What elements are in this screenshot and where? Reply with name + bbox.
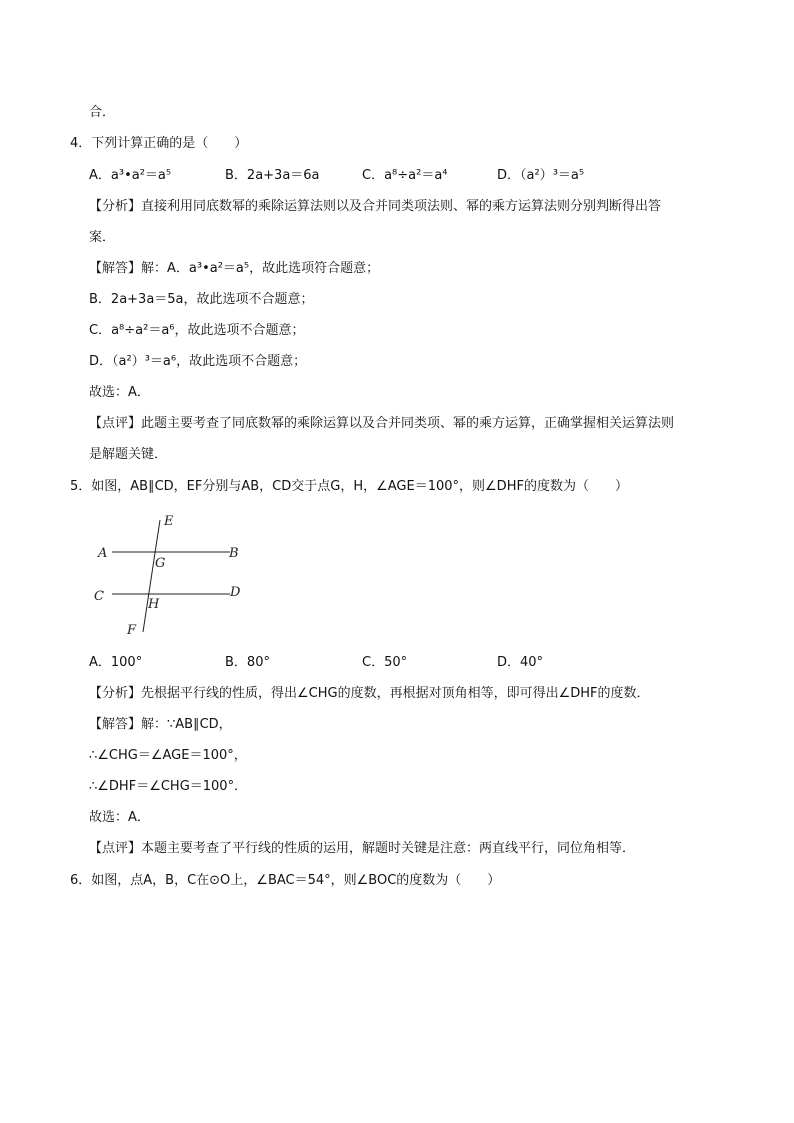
q4-stem: 4．下列计算正确的是（ ） [70, 136, 248, 151]
q4-solution-line2: B．2a+3a＝5a，故此选项不合题意； [89, 292, 314, 307]
label-c: C [94, 589, 104, 604]
label-f: F [127, 623, 137, 638]
q4-comment-line1: 【点评】此题主要考查了同底数幂的乘除运算以及合并同类项、幂的乘方运算，正确掌握相关运算法则 [89, 416, 675, 431]
q3-tail-text: 合． [89, 105, 116, 120]
q5-solution-line4: 故选：A． [89, 810, 150, 825]
q5-option-c: C．50° [362, 655, 408, 670]
q4-comment-line2: 是解题关键． [89, 447, 168, 462]
q6-stem: 6．如图，点A，B，C在⊙O上，∠BAC＝54°，则∠BOC的度数为（ ） [70, 873, 501, 888]
q4-option-d: D．（a²）³＝a⁵ [497, 168, 585, 183]
q4-solution-line4: D．（a²）³＝a⁶，故此选项不合题意； [89, 354, 307, 369]
label-d: D [230, 585, 241, 600]
q4-option-b: B．2a+3a＝6a [225, 168, 320, 183]
label-b: B [229, 546, 239, 561]
q4-analysis-line2: 案． [89, 230, 116, 245]
q4-analysis-line1: 【分析】直接利用同底数幂的乘除运算法则以及合并同类项法则、幂的乘方运算法则分别判断得出答 [89, 199, 662, 214]
q5-solution-line3: ∴∠DHF＝∠CHG＝100°． [89, 779, 248, 794]
q5-parallel-lines-figure [90, 510, 250, 640]
q5-option-a: A．100° [89, 655, 143, 670]
label-h: H [148, 597, 160, 612]
q5-solution-line1: 【解答】解：∵AB∥CD， [89, 717, 232, 732]
label-e: E [164, 514, 174, 529]
label-g: G [155, 556, 166, 571]
q5-option-d: D．40° [497, 655, 544, 670]
q5-stem: 5．如图，AB∥CD，EF分别与AB，CD交于点G，H，∠AGE＝100°，则∠DHF的度数为（ ） [70, 479, 628, 494]
line-ef [143, 520, 160, 632]
q5-option-b: B．80° [225, 655, 270, 670]
q5-comment: 【点评】本题主要考查了平行线的性质的运用，解题时关键是注意：两直线平行，同位角相等． [89, 841, 636, 856]
q5-analysis: 【分析】先根据平行线的性质，得出∠CHG的度数，再根据对顶角相等，即可得出∠DHF的度数． [89, 686, 650, 701]
q4-solution-line5: 故选：A． [89, 385, 150, 400]
q4-solution-line3: C．a⁸÷a²＝a⁶，故此选项不合题意； [89, 323, 305, 338]
q4-option-a: A．a³•a²＝a⁵ [89, 168, 172, 183]
label-a: A [98, 546, 108, 561]
q4-solution-line1: 【解答】解：A．a³•a²＝a⁵，故此选项符合题意； [89, 261, 380, 276]
q4-option-c: C．a⁸÷a²＝a⁴ [362, 168, 448, 183]
q5-solution-line2: ∴∠CHG＝∠AGE＝100°， [89, 748, 247, 763]
